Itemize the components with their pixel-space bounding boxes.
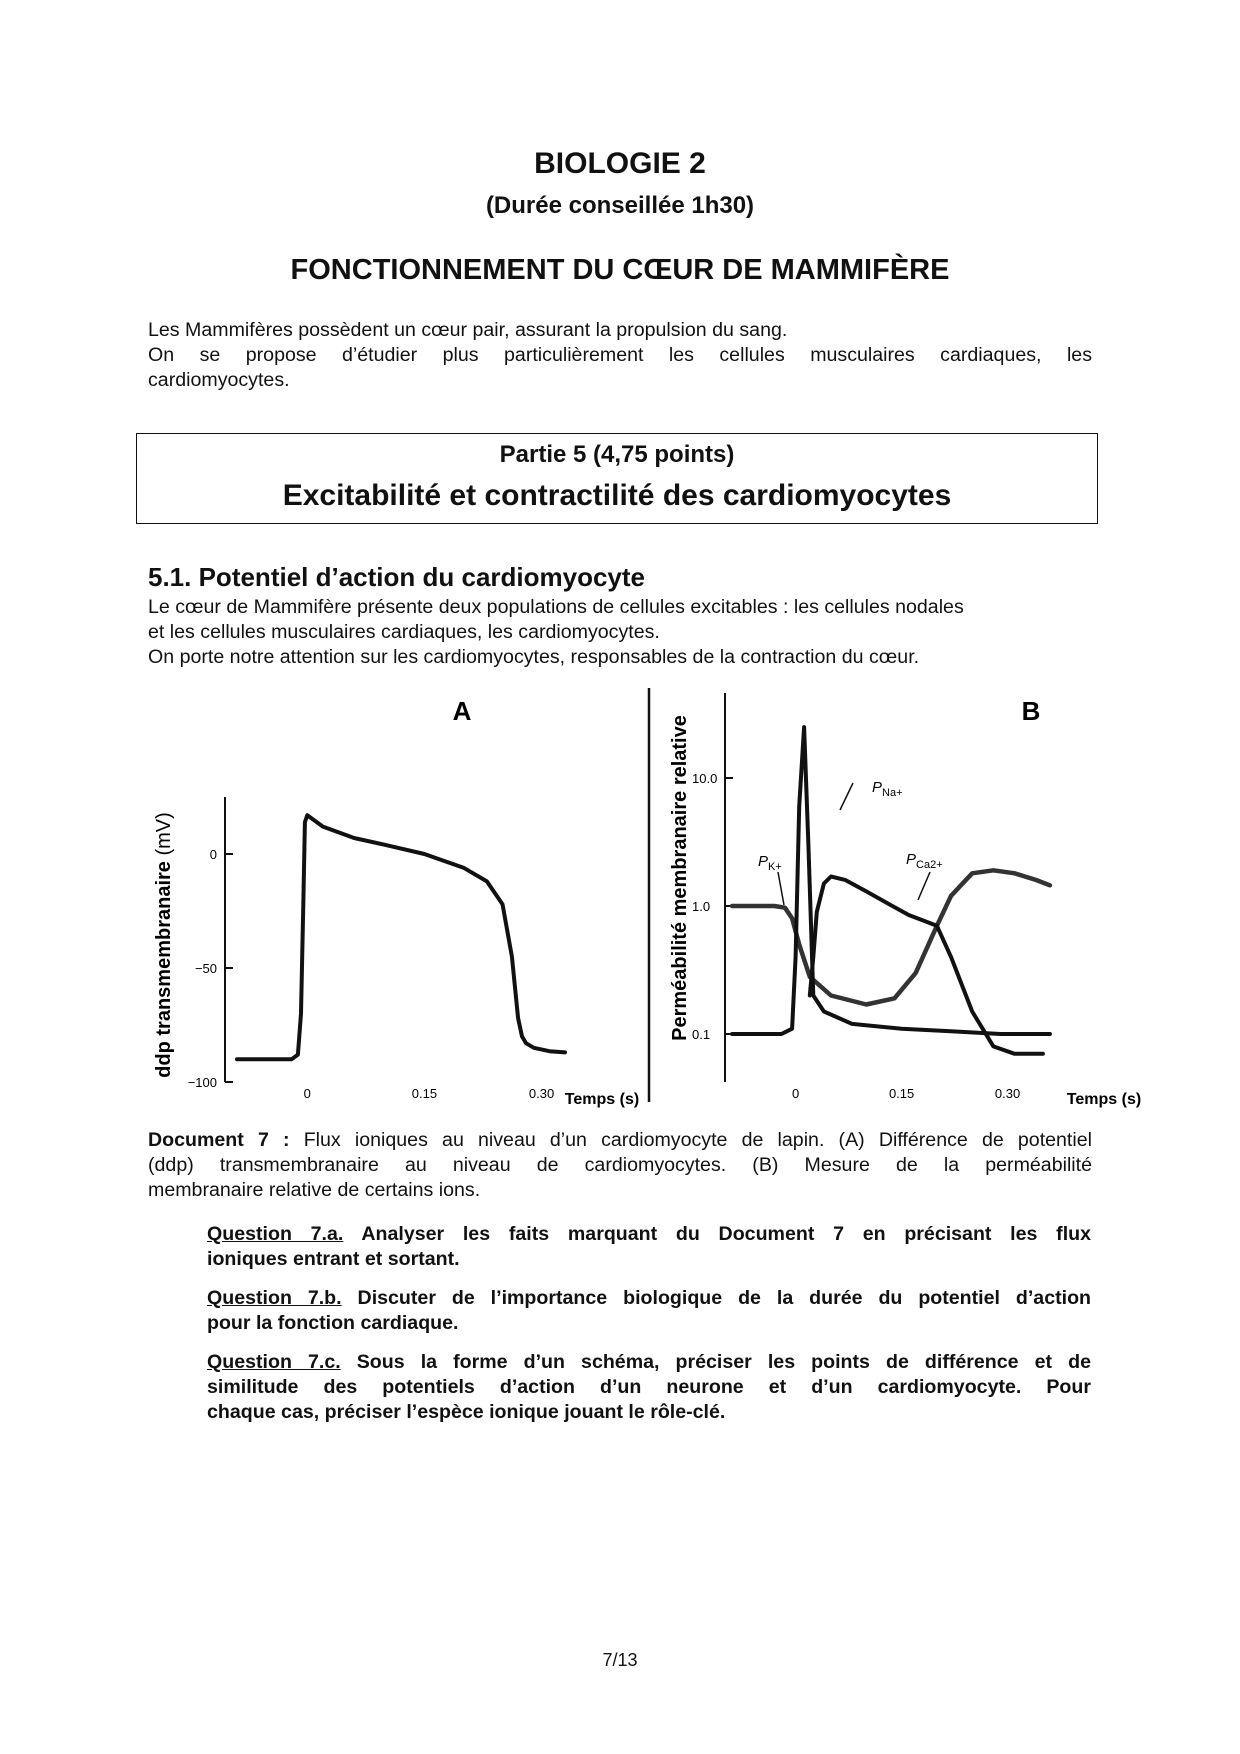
question-7b [207,1286,1091,1336]
caption-text-1: Flux ioniques au niveau d’un cardiomyocyte de lapin. (A) Différence de potentiel [289,1129,1092,1151]
question-7a-label: Question 7.a. [207,1223,344,1245]
pca-label-sub: Ca2+ [916,859,943,871]
pna-label [872,779,903,799]
panel-b-y-tick-label: 0.1 [692,1027,711,1042]
panel-a-x-tick-label: 0.30 [528,1086,555,1101]
intro-line-3: cardiomyocytes. [148,369,290,391]
document-7-caption [148,1128,1092,1203]
panel-a-y-tick-label: 0 [209,847,217,862]
panel-b-x-tick-label: 0.30 [994,1086,1021,1101]
panel-a-label: A [452,696,472,726]
part-title: Excitabilité et contractilité des cardiomyocytes [282,479,952,512]
panel-a-y-axis-title-unit: (mV) [153,812,175,862]
page-number: 7/13 [602,1650,638,1670]
section-heading: 5.1. Potentiel d’action du cardiomyocyte [148,562,646,592]
question-7b-line-2: pour la fonction cardiaque. [207,1312,459,1334]
chart-panel-b [669,693,1141,1108]
pk-leader-line [778,872,784,905]
pca-leader-line [918,872,930,900]
caption-line-2: (ddp) transmembranaire au niveau de cardiomyocytes. (B) Mesure de la perméabilité [148,1154,1092,1176]
question-7b-line-1 [207,1286,1091,1311]
question-7c-text-1: Sous la forme d’un schéma, préciser les points de différence et de [340,1351,1091,1373]
pca-label [906,851,943,871]
pna-label-sub: Na+ [882,787,903,799]
intro-line-2: On se propose d’étudier plus particulièrement les cellules musculaires cardiaques, les [148,344,1092,366]
pk-label-sub: K+ [768,861,782,873]
question-7a-text-1: Analyser les faits marquant du Document 7 en précisant les flux [343,1223,1091,1245]
panel-a-x-axis-title: Temps (s) [564,1091,640,1108]
pk-label-p: P [758,853,769,870]
duration-note: (Durée conseillée 1h30) [485,192,755,219]
section-line-3: On porte notre attention sur les cardiomyocytes, responsables de la contraction du cœur. [148,646,920,668]
pk-label [758,853,782,873]
caption-label: Document 7 : [148,1129,290,1151]
panel-b-y-tick-label: 10.0 [692,771,718,786]
panel-a-x-tick-label: 0 [303,1086,311,1101]
series-pca-line [810,877,1043,1054]
pna-leader-line [840,783,853,810]
question-7a-line-1 [207,1222,1091,1247]
subject-title: FONCTIONNEMENT DU CŒUR DE MAMMIFÈRE [290,254,950,286]
pna-label-p: P [872,779,883,796]
panel-a-y-tick-label: −100 [187,1075,217,1090]
question-7c-line-1 [207,1350,1091,1375]
panel-a-y-axis-title [153,812,175,1078]
question-7a [207,1222,1091,1272]
series-pk-line [732,870,1050,1004]
panel-a-y-axis-title-main: ddp transmembranaire [153,861,175,1078]
question-7b-text-1: Discuter de l’importance biologique de la durée du potentiel d’action [341,1287,1092,1309]
chart-panel-a [153,696,639,1108]
question-7c-line-3: chaque cas, préciser l’espèce ionique jouant le rôle-clé. [207,1401,726,1423]
question-7c [207,1350,1091,1425]
question-7c-line-2: similitude des potentiels d’action d’un neurone et d’un cardiomyocyte. Pour [207,1376,1091,1398]
panel-b-y-axis-title: Perméabilité membranaire relative [669,715,691,1041]
panel-b-label: B [1021,696,1041,726]
section-line-1: Le cœur de Mammifère présente deux populations de cellules excitables : les cellules nodales [148,596,964,618]
question-7c-label: Question 7.c. [207,1351,341,1373]
caption-line-1 [148,1128,1092,1153]
panel-a-y-tick-label: −50 [194,961,217,976]
panel-b-y-tick-label: 1.0 [692,899,711,914]
page-title: BIOLOGIE 2 [534,147,706,180]
panel-a-x-tick-label: 0.15 [411,1086,438,1101]
section-line-2: et les cellules musculaires cardiaques, les cardiomyocytes. [148,621,660,643]
question-7b-label: Question 7.b. [207,1287,342,1309]
caption-line-3: membranaire relative de certains ions. [148,1179,481,1201]
pca-label-p: P [906,851,917,868]
panel-b-x-tick-label: 0.15 [888,1086,915,1101]
intro-line-1: Les Mammifères possèdent un cœur pair, assurant la propulsion du sang. [148,319,788,341]
series-ddp-line [237,815,565,1059]
part-label: Partie 5 (4,75 points) [499,441,735,468]
panel-b-x-axis-title: Temps (s) [1066,1091,1142,1108]
question-7a-line-2: ioniques entrant et sortant. [207,1248,460,1270]
panel-b-x-tick-label: 0 [792,1086,800,1101]
